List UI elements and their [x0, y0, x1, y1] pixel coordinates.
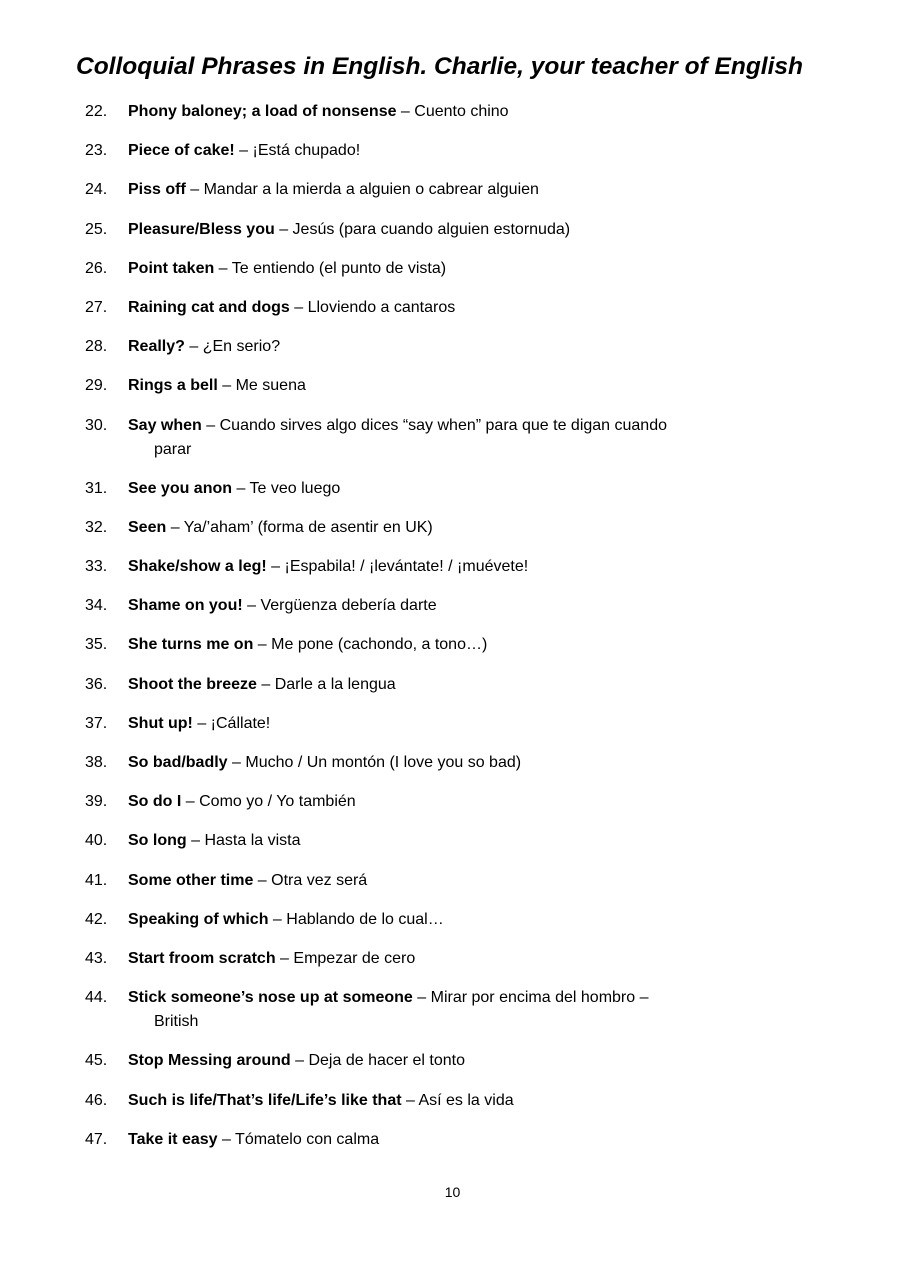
- item-text: [128, 1049, 465, 1073]
- dash-separator: –: [242, 597, 261, 615]
- phrase-english: Seen: [128, 518, 167, 536]
- phrase-list-item: [85, 986, 845, 1034]
- phrase-english: So long: [128, 832, 187, 850]
- dash-separator: –: [227, 754, 246, 771]
- phrase-english: Some other time: [128, 871, 254, 889]
- page-number: 10: [444, 1184, 461, 1200]
- phrase-translation-line2: parar: [154, 440, 192, 458]
- phrase-list-item: [85, 751, 845, 775]
- item-text: [128, 673, 396, 697]
- phrase-list: [85, 100, 845, 1152]
- phrase-translation: Te entiendo (el punto de vista): [231, 259, 447, 277]
- item-text: [128, 218, 570, 242]
- dash-separator: –: [253, 871, 272, 889]
- item-text: [128, 594, 437, 618]
- phrase-english: Raining cat and dogs: [128, 298, 290, 316]
- phrase-translation: Mandar a la mierda a alguien o cabrear alguien: [203, 181, 539, 199]
- phrase-list-item: [85, 1089, 845, 1113]
- item-text: [128, 516, 433, 540]
- phrase-list-item: [85, 139, 845, 163]
- phrase-translation: Otra vez será: [271, 871, 368, 889]
- phrase-translation: Hasta la vista: [204, 832, 301, 850]
- item-number: 43.: [85, 949, 108, 967]
- phrase-english: Stick someone’s nose up at someone: [128, 989, 413, 1007]
- phrase-translation: Darle a la lengua: [274, 675, 396, 693]
- item-text: [128, 139, 360, 163]
- phrase-english: Shake/show a leg!: [128, 558, 267, 576]
- item-text: [128, 908, 444, 932]
- phrase-translation: ¡Espabila! / ¡levántate! / ¡muévete!: [284, 558, 529, 576]
- phrase-list-item: [85, 1128, 845, 1152]
- phrase-english: Point taken: [128, 259, 215, 277]
- phrase-list-item: [85, 257, 845, 281]
- item-text: [128, 414, 667, 462]
- phrase-list-item: [85, 555, 845, 579]
- item-number: 35.: [85, 636, 108, 654]
- dash-separator: –: [214, 259, 232, 277]
- phrase-translation: Ya/’aham’ (forma de asentir en UK): [183, 518, 433, 536]
- phrase-english: So bad/badly: [128, 754, 228, 771]
- phrase-list-item: [85, 829, 845, 853]
- page-footer: [0, 1183, 905, 1202]
- phrase-list-item: [85, 178, 845, 202]
- page-title: Colloquial Phrases in English. Charlie, your teacher of English: [76, 53, 803, 80]
- item-number: 34.: [85, 597, 108, 615]
- phrase-english: Rings a bell: [128, 377, 218, 395]
- item-number: 44.: [85, 989, 108, 1007]
- phrase-translation: Lloviendo a cantaros: [307, 298, 456, 316]
- item-text: [128, 100, 509, 124]
- item-number: 25.: [85, 220, 108, 238]
- item-text: [128, 178, 539, 202]
- item-number: 33.: [85, 558, 108, 576]
- dash-separator: –: [232, 479, 250, 497]
- item-number: 39.: [85, 793, 108, 811]
- phrase-english: Shoot the breeze: [128, 675, 257, 693]
- phrase-list-item: [85, 296, 845, 320]
- item-number: 29.: [85, 377, 108, 395]
- dash-separator: –: [201, 416, 220, 434]
- phrase-translation: Así es la vida: [418, 1091, 514, 1109]
- dash-separator: –: [289, 298, 308, 316]
- item-number: 22.: [85, 103, 108, 120]
- phrase-translation: Vergüenza debería darte: [260, 597, 437, 615]
- phrase-translation: Mirar por encima del hombro –: [430, 989, 649, 1007]
- item-number: 24.: [85, 181, 108, 199]
- item-number: 23.: [85, 142, 108, 160]
- item-number: 45.: [85, 1052, 108, 1070]
- item-text: [128, 790, 356, 814]
- phrase-english: She turns me on: [128, 636, 254, 654]
- dash-separator: –: [192, 714, 211, 732]
- phrase-list-item: [85, 908, 845, 932]
- phrase-translation: Como yo / Yo también: [199, 793, 356, 811]
- item-text: [128, 633, 487, 657]
- dash-separator: –: [181, 793, 200, 811]
- phrase-translation: ¡Cállate!: [210, 714, 271, 732]
- item-number: 30.: [85, 416, 108, 434]
- phrase-list-item: [85, 374, 845, 398]
- item-text: [128, 947, 415, 971]
- phrase-list-item: [85, 218, 845, 242]
- phrase-translation: Empezar de cero: [293, 949, 416, 967]
- phrase-translation: Mucho / Un montón (I love you so bad): [245, 754, 522, 771]
- phrase-english: Say when: [128, 416, 202, 434]
- item-text: [128, 712, 270, 736]
- phrase-translation: Cuento chino: [414, 103, 509, 120]
- phrase-translation: Deja de hacer el tonto: [308, 1052, 466, 1070]
- item-number: 27.: [85, 298, 108, 316]
- item-number: 36.: [85, 675, 108, 693]
- item-text: [128, 829, 301, 853]
- dash-separator: –: [275, 949, 294, 967]
- phrase-english: Really?: [128, 338, 185, 356]
- dash-separator: –: [186, 832, 205, 850]
- phrase-list-item: [85, 712, 845, 736]
- phrase-list-item: [85, 869, 845, 893]
- phrase-translation: Cuando sirves algo dices “say when” para que te digan cuando: [219, 416, 667, 434]
- phrase-english: So do I: [128, 793, 182, 811]
- phrase-english: Piss off: [128, 181, 186, 199]
- item-text: [128, 477, 340, 501]
- dash-separator: –: [217, 377, 236, 395]
- item-text: [128, 869, 367, 893]
- item-number: 47.: [85, 1130, 108, 1148]
- phrase-translation: Te veo luego: [249, 479, 341, 497]
- dash-separator: –: [268, 910, 287, 928]
- dash-separator: –: [253, 636, 272, 654]
- phrase-english: See you anon: [128, 479, 233, 497]
- phrase-list-item: [85, 1049, 845, 1073]
- item-number: 42.: [85, 910, 108, 928]
- item-number: 26.: [85, 259, 108, 277]
- phrase-list-item: [85, 673, 845, 697]
- phrase-english: Start froom scratch: [128, 949, 276, 967]
- item-text: [128, 1128, 379, 1152]
- item-text: [128, 257, 446, 281]
- phrase-english: Pleasure/Bless you: [128, 220, 275, 238]
- item-number: 40.: [85, 832, 108, 850]
- item-number: 31.: [85, 479, 108, 497]
- item-number: 41.: [85, 871, 108, 889]
- phrase-english: Speaking of which: [128, 910, 269, 928]
- phrase-english: Stop Messing around: [128, 1052, 291, 1070]
- dash-separator: –: [234, 142, 253, 160]
- item-number: 46.: [85, 1091, 108, 1109]
- item-text: [128, 374, 306, 398]
- dash-separator: –: [256, 675, 275, 693]
- phrase-english: Such is life/That’s life/Life’s like that: [128, 1091, 402, 1109]
- phrase-english: Shame on you!: [128, 597, 243, 615]
- item-number: 32.: [85, 518, 108, 536]
- dash-separator: –: [401, 1091, 419, 1109]
- phrase-translation: Tómatelo con calma: [235, 1130, 380, 1148]
- phrase-english: Shut up!: [128, 714, 193, 732]
- dash-separator: –: [412, 989, 431, 1007]
- dash-separator: –: [290, 1052, 309, 1070]
- item-text: [128, 335, 280, 359]
- phrase-translation: ¡Está chupado!: [252, 142, 361, 160]
- phrase-english: Phony baloney; a load of nonsense: [128, 103, 397, 120]
- item-text: [128, 1089, 514, 1113]
- dash-separator: –: [274, 220, 293, 238]
- dash-separator: –: [396, 103, 415, 120]
- phrase-list-item: [85, 947, 845, 971]
- dash-separator: –: [185, 181, 204, 199]
- dash-separator: –: [217, 1130, 236, 1148]
- phrase-list-item: [85, 594, 845, 618]
- dash-separator: –: [166, 518, 184, 536]
- phrase-english: Piece of cake!: [128, 142, 235, 160]
- dash-separator: –: [266, 558, 285, 576]
- phrase-translation-line2: British: [154, 1013, 199, 1031]
- item-number: 28.: [85, 338, 108, 356]
- phrase-english: Take it easy: [128, 1130, 218, 1148]
- item-text: [128, 555, 528, 579]
- phrase-list-item: [85, 790, 845, 814]
- item-number: 38.: [85, 754, 108, 771]
- phrase-translation: Jesús (para cuando alguien estornuda): [292, 220, 571, 238]
- phrase-translation: ¿En serio?: [202, 338, 281, 356]
- item-text: [128, 296, 455, 320]
- item-text: [128, 751, 521, 775]
- phrase-translation: Me suena: [235, 377, 306, 395]
- item-text: [128, 986, 649, 1034]
- item-number: 37.: [85, 714, 108, 732]
- phrase-list-item: [85, 477, 845, 501]
- dash-separator: –: [184, 338, 203, 356]
- phrase-list-item: [85, 516, 845, 540]
- phrase-translation: Me pone (cachondo, a tono…): [271, 636, 488, 654]
- phrase-list-item: [85, 100, 845, 124]
- phrase-translation: Hablando de lo cual…: [286, 910, 444, 928]
- phrase-list-item: [85, 414, 845, 462]
- phrase-list-item: [85, 335, 845, 359]
- phrase-list-item: [85, 633, 845, 657]
